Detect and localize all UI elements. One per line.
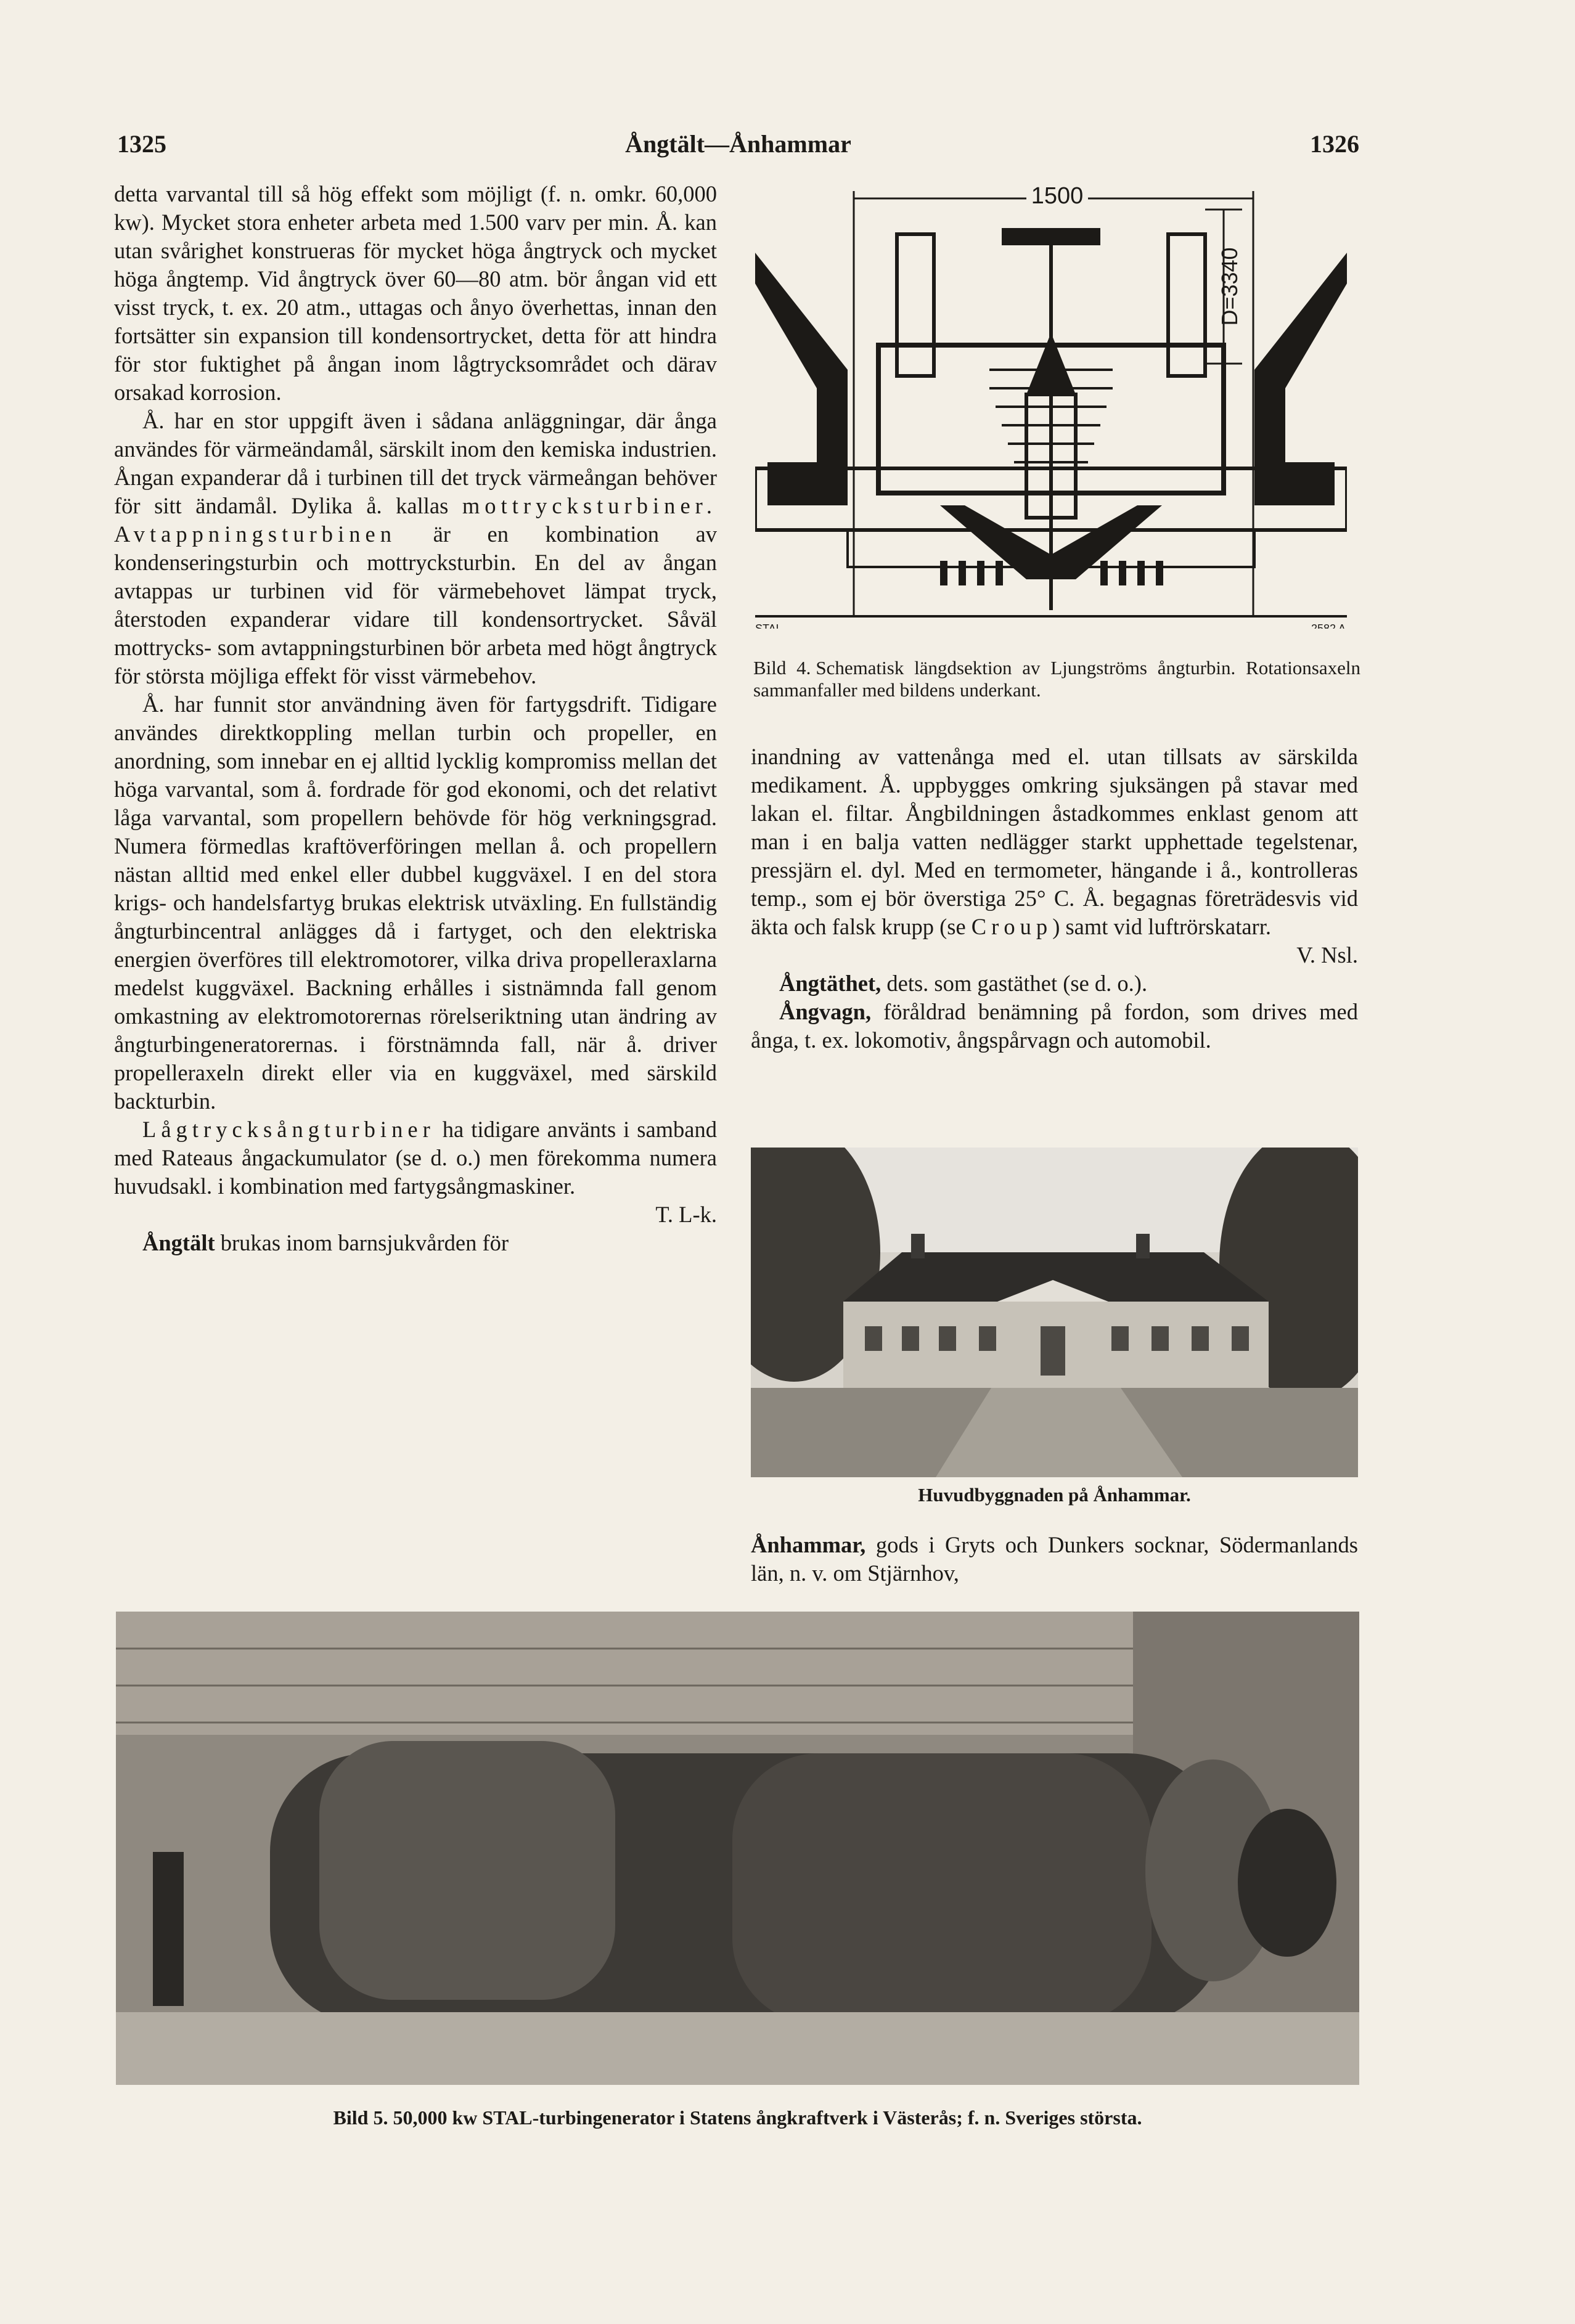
- entry-text: gods i Gryts och Dunkers socknar, Södermanlands län, n. v. om Stjärnhov,: [751, 1532, 1359, 1586]
- paragraph: [114, 1115, 717, 1229]
- term-avtappningsturbinen: Avtappningsturbinen: [114, 521, 397, 547]
- dimension-width: 1500: [1031, 185, 1084, 209]
- page-header: [117, 129, 1359, 166]
- paragraph-text: ha tidigare använts i samband med Rateaus ångackumulator (se d. o.) men förekomma numera huvudsakl. i kombination med fartygsångmaskiner.: [114, 1117, 718, 1199]
- manufacturer-mark: STAL: [755, 622, 782, 629]
- entry-text: dets. som gastäthet (se d. o.).: [886, 971, 1148, 996]
- paragraph: [114, 407, 717, 690]
- headword: Ångtält: [142, 1230, 215, 1255]
- paragraph-text: inandning av vattenånga med el. utan tillsats av särskilda medikament. Å. uppbygges omkring sjuksängen på stavar med lakan el. filtar. Ångbildningen åstadkommes enklast genom att man i en balja vatten nedlägger starkt upphettade tegelstenar, pressjärn el. dyl. Med en termometer, hängande i å., kontrolleras temp., som ej bör överstiga 25° C. Å. begagnas företrädesvis vid äkta och falsk krupp (se: [751, 744, 1358, 939]
- author-signature: V. Nsl.: [1296, 942, 1358, 968]
- term-mottrycksturbiner: mottrycksturbiner.: [462, 493, 718, 518]
- paragraph-text: ) samt vid luftrörskatarr.: [1052, 914, 1271, 939]
- entry-angvagn: [751, 998, 1358, 1054]
- right-column-bottom: [751, 1531, 1358, 1588]
- entry-angtathet: [751, 969, 1358, 998]
- entry-text: brukas inom barnsjukvården för: [220, 1230, 509, 1255]
- photo-caption: Bild 5. 50,000 kw STAL-turbingenerator i Statens ångkraftverk i Västerås; f. n. Sveriges största.: [333, 2106, 1142, 2129]
- right-column-top: [751, 743, 1358, 1054]
- term-croup: Croup: [971, 914, 1053, 939]
- headword: Ångtäthet,: [779, 971, 882, 996]
- headword: Ångvagn,: [779, 999, 872, 1024]
- page-number-left: 1325: [117, 130, 166, 158]
- turbine-section-diagram: [755, 185, 1347, 629]
- figure-caption: [753, 657, 1360, 701]
- term-lagtrycksangturbiner: Lågtrycksångturbiner: [142, 1117, 435, 1142]
- figure-label: Bild 4.: [753, 657, 811, 679]
- entry-text: föråldrad benämning på fordon, som drives med ånga, t. ex. lokomotiv, ångspårvagn och automobil.: [751, 999, 1358, 1053]
- page-number-right: 1326: [1310, 130, 1359, 158]
- author-signature: T. L-k.: [655, 1202, 717, 1227]
- paragraph: detta varvantal till så hög effekt som möjligt (f. n. omkr. 60,000 kw). Mycket stora enheter arbeta med 1.500 varv per min. Å. kan utan svårighet konstrueras för mycket höga ångtryck och mycket höga ångtemp. Vid ångtryck över 60—80 atm. bör ångan vid ett visst tryck, t. ex. 20 atm., uttagas och ånyo överhettas, innan den fortsätter sin expansion till kondensortrycket, detta för att hindra för stor fuktighet på ångan inom lågtrycksområdet och därav orsakad korrosion.: [114, 181, 717, 405]
- paragraph-text: Å. har en stor uppgift även i sådana anläggningar, där ånga användes för värmeändamål, särskilt inom den kemiska industrien. Ångan expanderar då i turbinen till det tryck värmeångan behöver för sitt ändamål. Dylika å. kallas: [114, 408, 717, 518]
- headword: Ånhammar,: [751, 1532, 866, 1557]
- paragraph: [751, 743, 1358, 969]
- figure-caption-text: Schematisk längdsektion av Ljungströms ångturbin. Rotationsaxeln sammanfaller med bildens underkant.: [753, 657, 1360, 701]
- paragraph: Å. har funnit stor användning även för fartygsdrift. Tidigare användes direktkoppling mellan turbin och propeller, en anordning, som innebar en ej alltid lycklig kompromiss mellan det höga varvantal, som å. fordrade för god ekonomi, och det relativt låga varvantal, som propellern behövde för hög verkningsgrad. Numera förmedlas kraftöverföringen mellan å. och propellern nästan alltid med enkel eller dubbel kuggväxel. I en del stora krigs- och handelsfartyg brukas elektrisk utväxling. En fullständig ångturbincentral anlägges då i fartyget, och den elektriska energien överföres till elektromotorer, vilka driva propelleraxlarna medelst kuggväxel. Backning erhålles i sistnämnda fall genom omkastning av elektromotorernas rörelseriktning utan ändring av ångturbingeneratorernas. i förstnämnda fall, när å. driver propelleraxeln direkt eller via en kuggväxel, med särskild backturbin.: [114, 691, 717, 1114]
- manor-house-photo: [751, 1148, 1358, 1477]
- turbine-generator-photo: [116, 1612, 1359, 2085]
- left-column: [114, 180, 717, 1257]
- drawing-number: 2582 A: [1311, 622, 1346, 629]
- running-title: Ångtält—Ånhammar: [625, 130, 851, 158]
- paragraph-text: är en kombination av kondenseringsturbin och mottrycksturbin. En del av ångan avtappas ur turbinen vid för värmebehovet lämpat tryck, återstoden expanderar vidare till kondensortrycket. Såväl mottrycks- som avtappningsturbinen bör arbeta med högt ångtryck för största möjliga effekt för visst värmebehov.: [114, 521, 717, 688]
- dimension-height: D=3340: [1217, 247, 1242, 326]
- entry-anhammar: [751, 1531, 1358, 1588]
- entry-angtalt: [114, 1229, 717, 1257]
- photo-caption: Huvudbyggnaden på Ånhammar.: [918, 1484, 1191, 1506]
